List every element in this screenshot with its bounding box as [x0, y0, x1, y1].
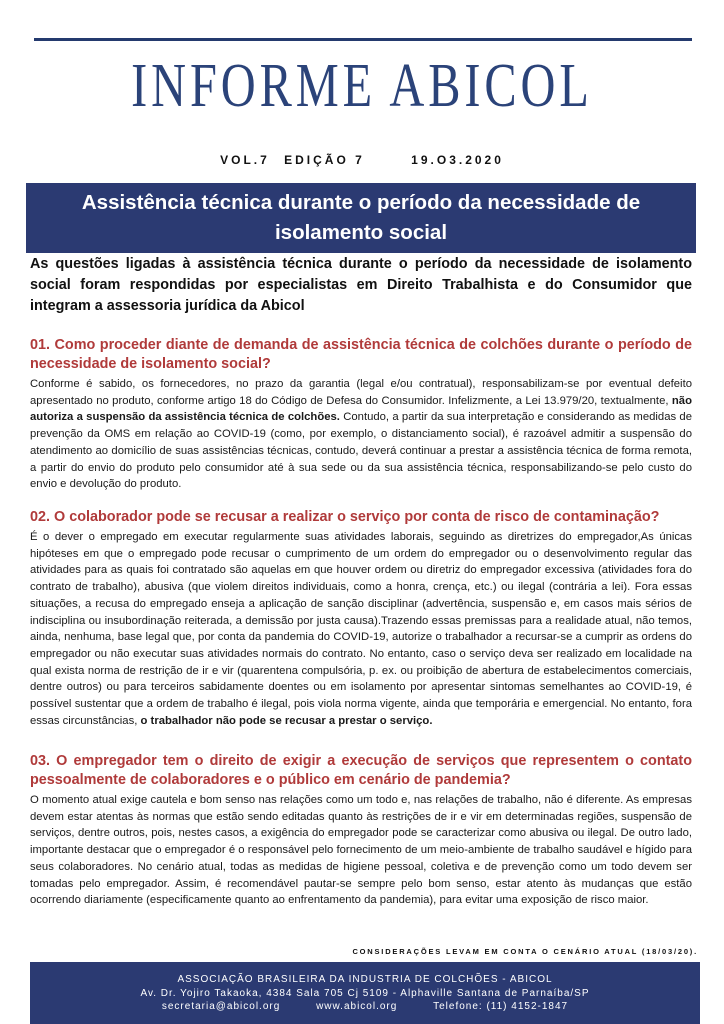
footer-phone: Telefone: (11) 4152-1847 [433, 1001, 569, 1012]
qa-section-3 [30, 752, 692, 909]
footer-email-link[interactable]: secretaria@abicol.org [161, 1001, 281, 1012]
footer-org: ASSOCIAÇÃO BRASILEIRA DA INDUSTRIA DE COLCHÕES - ABICOL [177, 974, 553, 985]
qa-section-1 [30, 336, 692, 493]
issue-line [0, 153, 724, 167]
article-title: Assistência técnica durante o período da necessidade de isolamento social [81, 191, 641, 244]
answer-2-highlight: o trabalhador não pode se recusar a prestar o serviço. [140, 714, 433, 727]
issue-date: 19.O3.2020 [411, 153, 504, 167]
qa-section-2 [30, 508, 692, 729]
masthead-title: INFORME ABICOL [131, 52, 593, 120]
answer-3: O momento atual exige cautela e bom senso nas relações como um todo e, nas relações de trabalho, não é diferente. As empresas devem estar atentas às normas que estão sendo editadas quanto às restrições de ir e vir em determinadas regiões, suspensão de serviços, dentre outros, pois, nestes casos, a exigência do empregador pode se caracterizar como abusiva ou ilegal. De outro lado, importante destacar que o empregador é o responsável pelo fornecimento de um meio-ambiente de trabalho saudável e hígido para seus colaboradores. No cenário atual, todas as medidas de higiene pessoal, coletiva e de prevenção como um todo devem ser tomadas pelo empregador. Assim, é recomendável pautar-se sempre pelo bom senso, estar atento às mudanças que estão ocorrendo diariamente (especificamente quanto ao enfrentamento da pandemia), para evitar uma exposição de risco maior. [30, 794, 692, 907]
footer-address: Av. Dr. Yojiro Takaoka, 4384 Sala 705 Cj 5109 - Alphaville Santana de Parnaíba/SP [140, 987, 590, 999]
question-1: 01. Como proceder diante de demanda de assistência técnica de colchões durante o período de necessidade de isolamento social? [30, 337, 692, 372]
question-2: 02. O colaborador pode se recusar a realizar o serviço por conta de risco de contaminação? [30, 509, 660, 525]
answer-2: É o dever o empregado em executar regularmente suas atividades laborais, seguindo as diretrizes do empregador,As únicas hipóteses em que o empregado pode recusar o cumprimento de um ordem do empregador ou o desenvolvimento regular das atividades para as quais foi contratado são aquelas em que houver ordem ou diretriz do empregador excessiva (atividades fora do contrato de trabalho), abusiva (que violem direitos individuais, como a honra, crença, etc.) ou ilegal (contrária a lei). Fora essas situações, a recusa do empregado enseja a aplicação de sanção disciplinar (advertência, suspensão e, em casos mais sérios de indisciplina ou insubordinação reiterada, a demissão por justa causa).Trazendo essas premissas para a realidade atual, não temos, ainda, nenhuma, base legal que, por conta da pandemia do COVID-19, autorize o trabalhador a recursar-se a cumprir as ordens do empregador ou não executar suas atividades normais do contrato. No entanto, caso o serviço deva ser realizado em localidade na qual exista norma de restrição de ir e vir (quarentena compulsória, p. ex. ou proibição de abertura de estabelecimentos comerciais, dentre outros) ou para terceiros sabidamente doentes ou em isolamento por apresentar sintomas semelhantes ao COVID-19, é possível sustentar que a ordem de trabalho é ilegal, pois viola norma vigente, ainda que temporária e emergencial. No entanto, fora essas circunstâncias, o trabalhador não pode se recusar a prestar o serviço. [30, 531, 692, 727]
footer-contact-band [30, 962, 700, 1024]
issue-edition: EDIÇÃO 7 [284, 153, 365, 167]
answer-1-highlight: não autoriza a suspensão da assistência técnica de colchões. [30, 394, 692, 424]
question-3: 03. O empregador tem o direito de exigir a execução de serviços que representem o contato pessoalmente de colaboradores e o público em cenário de pandemia? [30, 753, 692, 788]
issue-volume: VOL.7 [220, 153, 270, 167]
intro-paragraph: As questões ligadas à assistência técnica durante o período da necessidade de isolamento social foram respondidas por especialistas em Direito Trabalhista e do Consumidor que integram a assessoria jurídica da Abicol [30, 256, 692, 314]
answer-1: Conforme é sabido, os fornecedores, no prazo da garantia (legal e/ou contratual), responsabilizam-se por eventual defeito apresentado no produto, conforme artigo 18 do Código de Defesa do Consumidor. Infelizmente, a Lei 13.979/20, textualmente, não autoriza a suspensão da assistência técnica de colchões. Contudo, a partir da sua interpretação e considerando as medidas de prevenção da OMS em relação ao COVID-19 (como, por exemplo, o distanciamento social), é razoável admitir a suspensão do atendimento ao domicílio de suas assistências técnicas, contudo, deverá continuar a prestar a assistência técnica de forma remota, a partir do envio do produto pelo consumidor até à sua sede ou da sua assistência técnica, responsabilizando-se pelo custo do envio e devolução do produto. [30, 378, 692, 491]
article-title-banner [26, 183, 696, 253]
footer-contacts [30, 1000, 700, 1014]
footnote: CONSIDERAÇÕES LEVAM EM CONTA O CENÁRIO ATUAL (18/03/20). [352, 947, 698, 956]
footer-website-link[interactable]: www.abicol.org [316, 1001, 398, 1012]
